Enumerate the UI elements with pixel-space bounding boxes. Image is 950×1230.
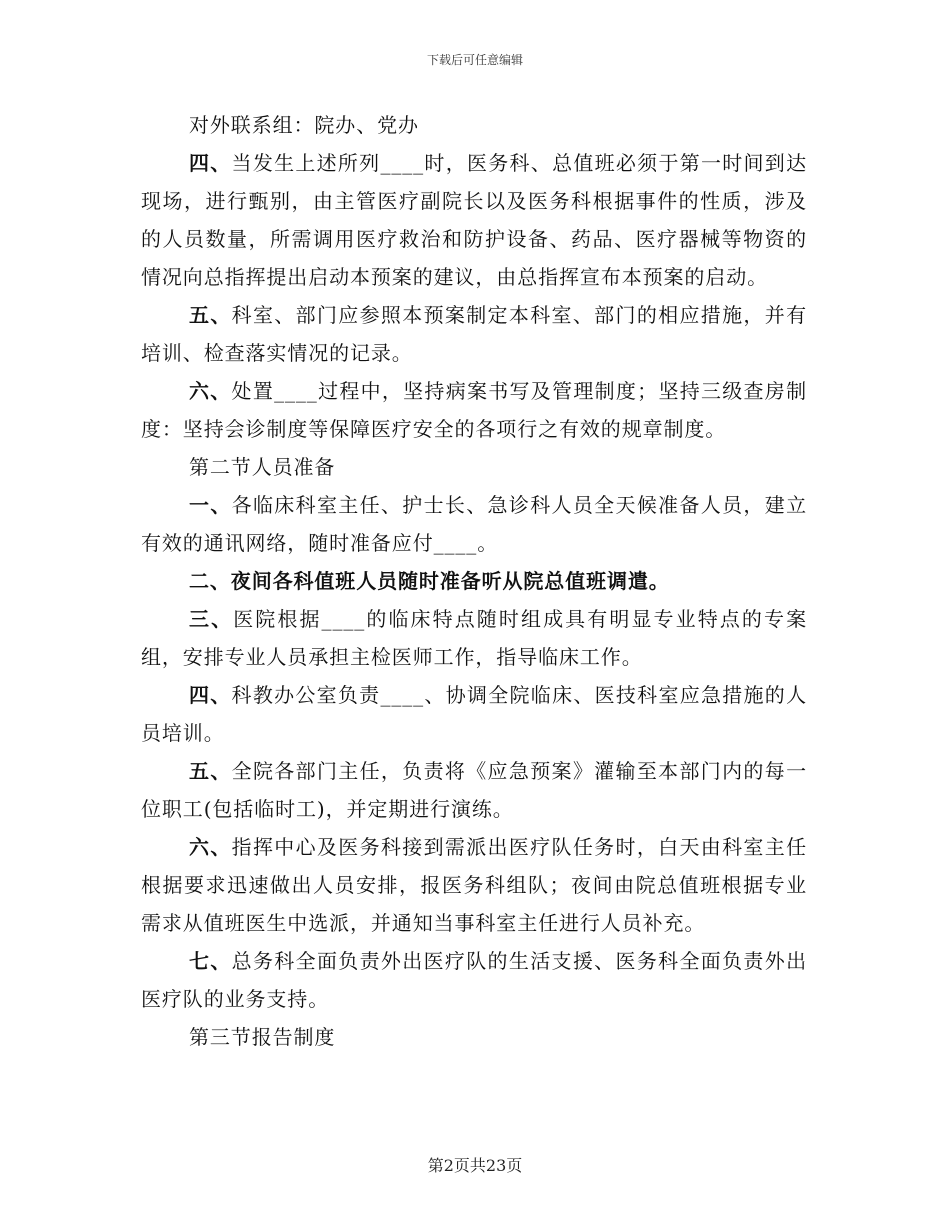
paragraph-text: 总务科全面负责外出医疗队的生活支援、医务科全面负责外出医疗队的业务支持。 [141, 949, 807, 1011]
paragraph-personnel-5 [141, 752, 807, 828]
paragraph-personnel-6 [141, 828, 807, 942]
paragraph-personnel-3 [141, 600, 807, 676]
paragraph-text: 当发生上述所列____时，医务科、总值班必须于第一时间到达现场，进行甄别，由主管医疗副院长以及医务科根据事件的性质，涉及的人员数量，所需调用医疗救治和防护设备、药品、医疗器械等物资的情况向总指挥提出启动本预案的建议，由总指挥宣布本预案的启动。 [141, 151, 807, 289]
paragraph-lead: 五、 [189, 303, 232, 327]
paragraph-text: 第二节人员准备 [189, 455, 336, 479]
paragraph-text: 指挥中心及医务科接到需派出医疗队任务时，白天由科室主任根据要求迅速做出人员安排，报医务科组队；夜间由院总值班根据专业需求从值班医生中选派，并通知当事科室主任进行人员补充。 [141, 835, 807, 935]
paragraph-text: 全院各部门主任，负责将《应急预案》灌输至本部门内的每一位职工(包括临时工)，并定期进行演练。 [141, 759, 807, 821]
paragraph-text: 第三节报告制度 [189, 1025, 336, 1049]
paragraph-text: 科教办公室负责____、协调全院临床、医技科室应急措施的人员培训。 [141, 683, 807, 745]
paragraph-personnel-1 [141, 486, 807, 562]
section-heading-reporting [141, 1018, 807, 1056]
paragraph-liaison-group [141, 106, 807, 144]
page-header: 下载后可任意编辑 [426, 53, 523, 67]
paragraph-item-4 [141, 144, 807, 296]
paragraph-lead: 一、 [189, 493, 232, 517]
paragraph-lead: 七、 [189, 949, 232, 973]
paragraph-personnel-7 [141, 942, 807, 1018]
page-footer: 第2页共23页 [427, 1156, 523, 1175]
paragraph-lead: 四、 [189, 151, 232, 175]
paragraph-text: 对外联系组：院办、党办 [189, 113, 419, 137]
paragraph-lead: 三、 [189, 607, 234, 631]
paragraph-text: 处置____过程中，坚持病案书写及管理制度；坚持三级查房制度：坚持会诊制度等保障医疗安全的各项行之有效的规章制度。 [141, 379, 807, 441]
paragraph-lead: 五、 [189, 759, 232, 783]
paragraph-item-5 [141, 296, 807, 372]
paragraph-personnel-2 [141, 562, 807, 600]
paragraph-text: 医院根据____的临床特点随时组成具有明显专业特点的专案组，安排专业人员承担主检医师工作，指导临床工作。 [141, 607, 807, 669]
paragraph-text: 科室、部门应参照本预案制定本科室、部门的相应措施，并有培训、检查落实情况的记录。 [141, 303, 807, 365]
paragraph-item-6 [141, 372, 807, 448]
paragraph-lead: 四、 [189, 683, 232, 707]
paragraph-lead: 六、 [189, 835, 232, 859]
paragraph-text: 二、夜间各科值班人员随时准备听从院总值班调遣。 [189, 569, 670, 593]
paragraph-lead: 六、 [189, 379, 232, 403]
document-body [141, 106, 807, 1056]
paragraph-text: 各临床科室主任、护士长、急诊科人员全天候准备人员，建立有效的通讯网络，随时准备应付____。 [141, 493, 807, 555]
section-heading-personnel [141, 448, 807, 486]
paragraph-personnel-4 [141, 676, 807, 752]
